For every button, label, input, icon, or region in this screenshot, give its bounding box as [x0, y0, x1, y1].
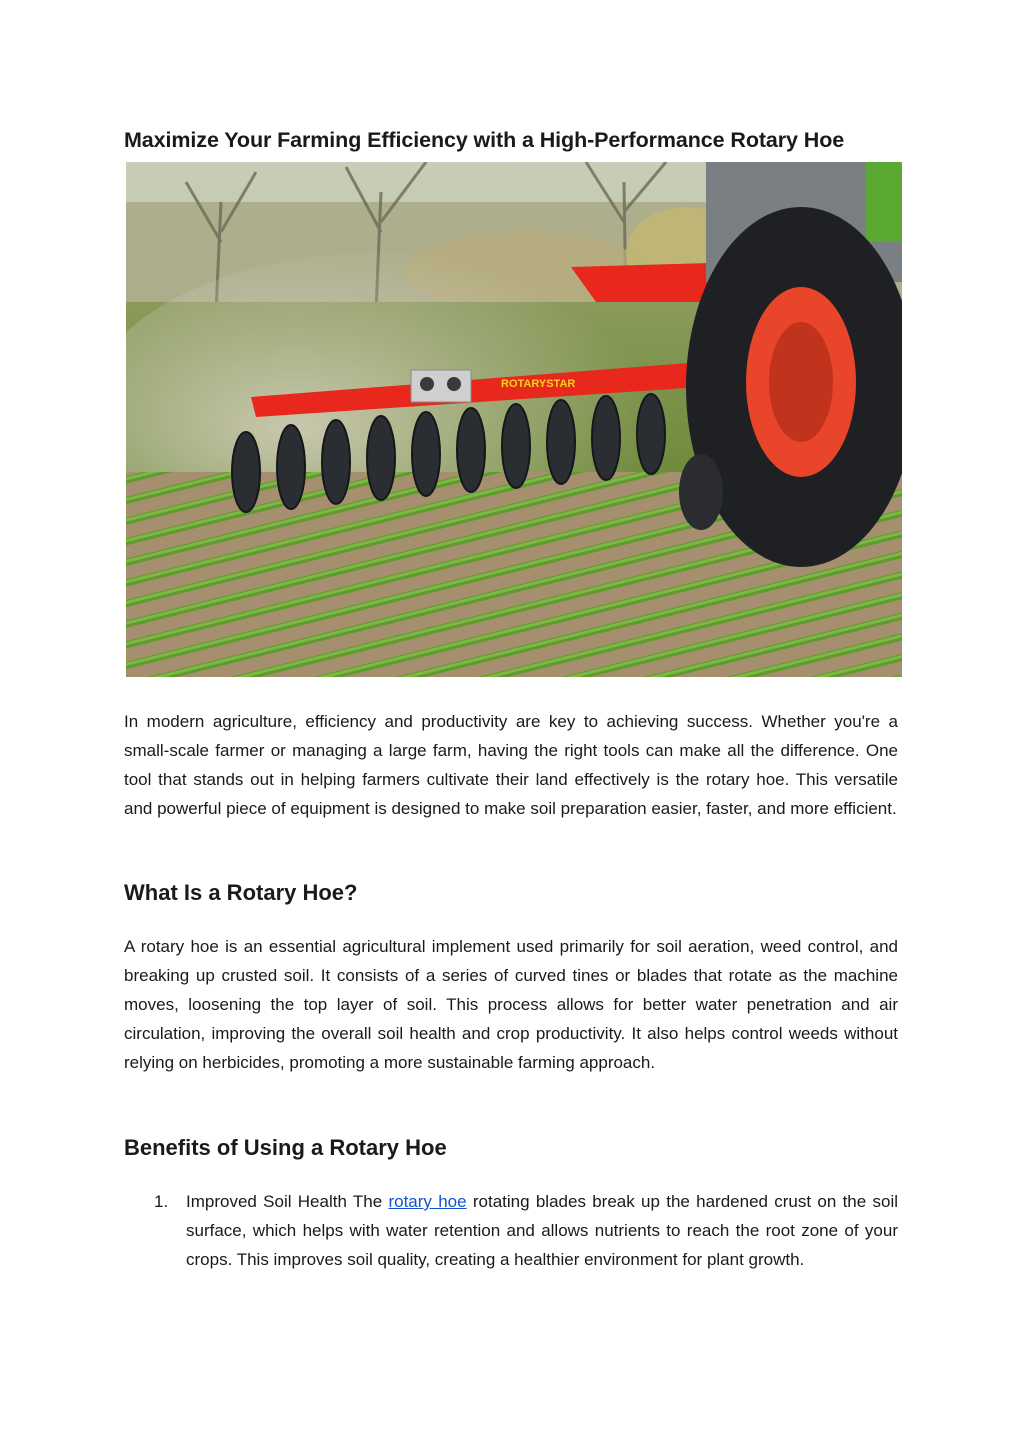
section-heading-what: What Is a Rotary Hoe? [124, 880, 358, 905]
section-heading-benefits: Benefits of Using a Rotary Hoe [124, 1135, 447, 1160]
benefits-list [124, 1187, 898, 1274]
document-title: Maximize Your Farming Efficiency with a High-Performance Rotary Hoe [124, 128, 845, 152]
intro-paragraph: In modern agriculture, efficiency and productivity are key to achieving success. Whether you're a small-scale farmer or managing a large farm, having the right tools can make all the difference. One tool that stands out in helping farmers cultivate their land effectively is the rotary hoe. This versatile and powerful piece of equipment is designed to make soil preparation easier, faster, and more efficient. [124, 712, 898, 818]
list-item-text-continued: rotating blades break up the hardened crust on the soil surface, which helps with water retention and allows nutrients to reach the root zone of your crops. This improves soil quality, creating a healthier environment for plant growth. [186, 1192, 898, 1269]
rotary-hoe-link[interactable]: rotary hoe [388, 1192, 467, 1211]
list-item-text: Improved Soil Health The [186, 1192, 389, 1211]
list-item-number: 1. [154, 1192, 169, 1211]
section-what-paragraph: A rotary hoe is an essential agricultural implement used primarily for soil aeration, weed control, and breaking up crusted soil. It consists of a series of curved tines or blades that rotate as the machine moves, loosening the top layer of soil. This process allows for better water penetration and air circulation, improving the overall soil health and crop productivity. It also helps control weeds without relying on herbicides, promoting a more sustainable farming approach. [124, 937, 898, 1072]
implement-brand-label: ROTARYSTAR [501, 378, 576, 390]
hero-image-rotary-hoe [126, 162, 902, 677]
list-item [124, 1187, 898, 1274]
